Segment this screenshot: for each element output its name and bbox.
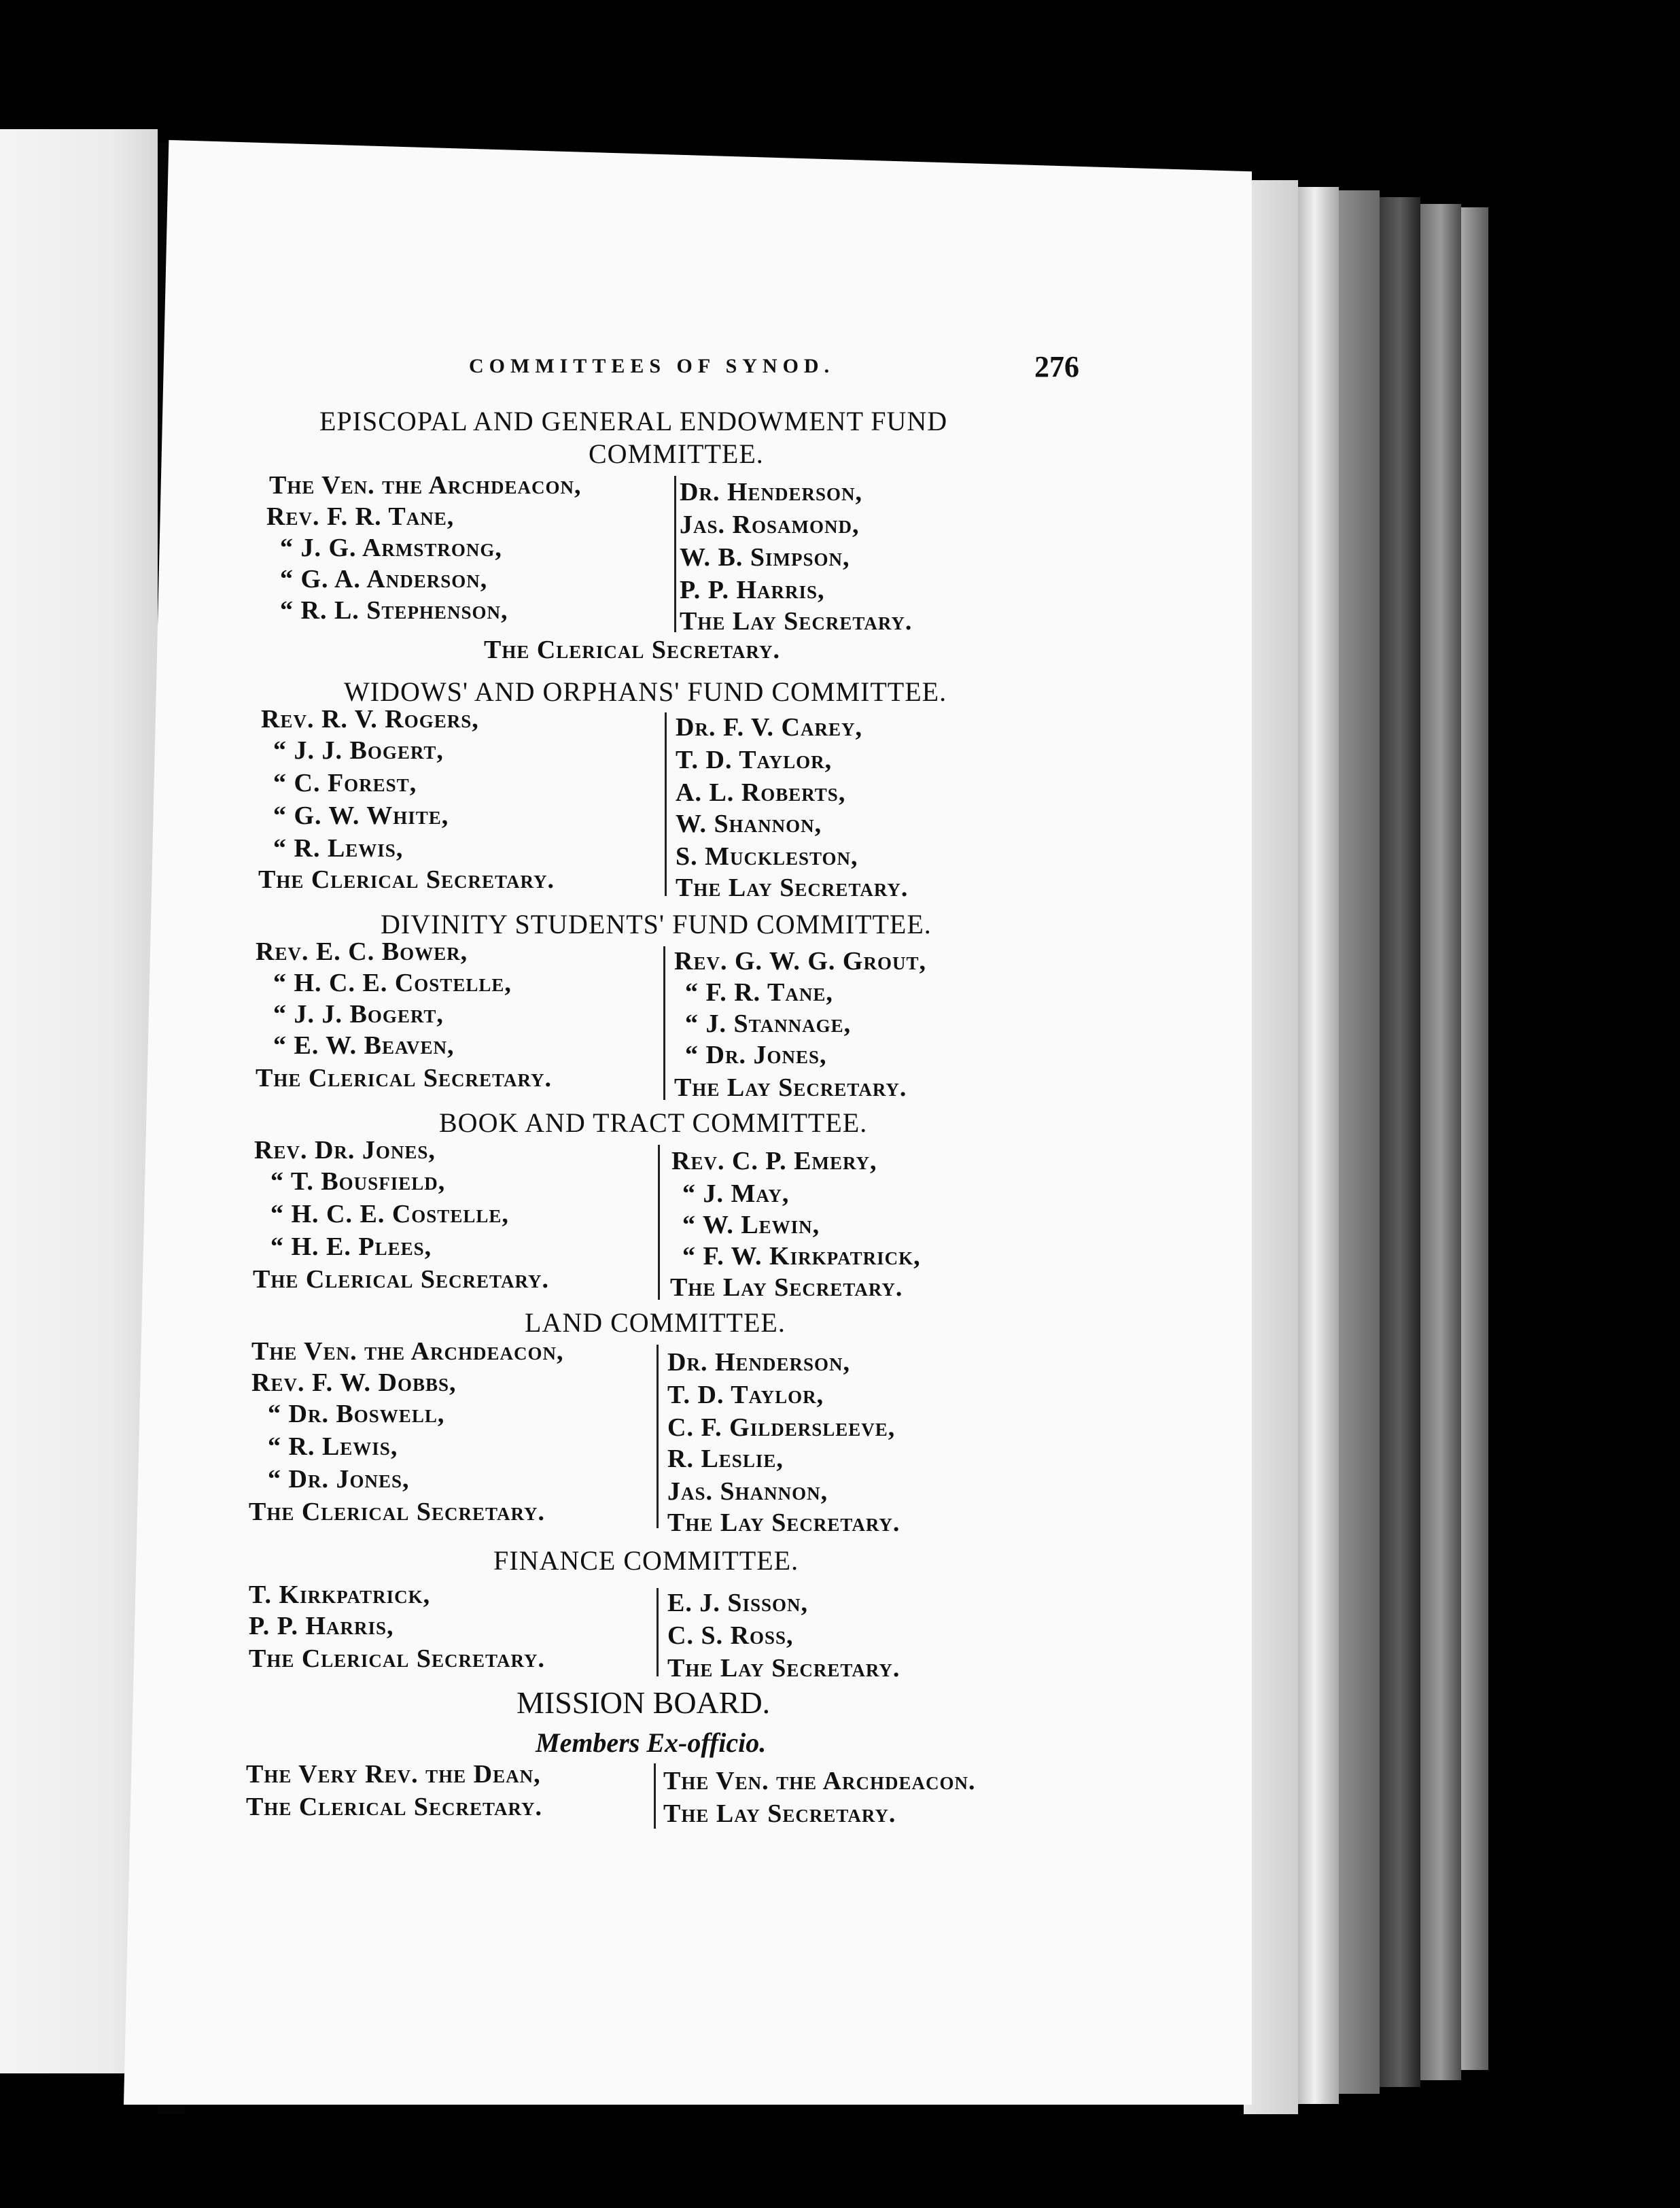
- page-number: 276: [1034, 350, 1079, 383]
- section-title-continued: COMMITTEE.: [589, 438, 764, 469]
- member-left: The Ven. the Archdeacon,: [269, 471, 582, 500]
- member-left: “ H. C. E. Costelle,: [273, 969, 512, 997]
- member-left: P. P. Harris,: [249, 1612, 394, 1640]
- section-title: WIDOWS' AND ORPHANS' FUND COMMITTEE.: [344, 676, 947, 707]
- member-left: “ R. Lewis,: [273, 834, 404, 863]
- member-right: Dr. F. V. Carey,: [676, 713, 862, 742]
- section-title: LAND COMMITTEE.: [525, 1307, 786, 1338]
- member-right: Dr. Henderson,: [667, 1348, 851, 1377]
- member-left: “ Dr. Boswell,: [268, 1400, 445, 1428]
- member-left: Rev. F. W. Dobbs,: [251, 1368, 457, 1397]
- member-right: Jas. Rosamond,: [680, 511, 860, 539]
- member-left: “ E. W. Beaven,: [273, 1031, 455, 1060]
- member-right: A. L. Roberts,: [676, 778, 846, 807]
- member-right: T. D. Taylor,: [676, 746, 833, 774]
- member-right: “ W. Lewin,: [682, 1211, 820, 1239]
- member-right: W. B. Simpson,: [680, 543, 850, 572]
- member-left: The Clerical Secretary.: [256, 1064, 553, 1092]
- member-right: The Lay Secretary.: [670, 1273, 903, 1302]
- page-edge: [1298, 187, 1339, 2104]
- member-left: The Very Rev. the Dean,: [246, 1760, 541, 1789]
- member-right: “ J. May,: [682, 1179, 790, 1208]
- page-edge: [1420, 204, 1461, 2080]
- member-left: Rev. E. C. Bower,: [256, 937, 468, 966]
- member-right: The Lay Secretary.: [667, 1508, 900, 1537]
- member-left: “ R. Lewis,: [268, 1432, 398, 1461]
- member-right: The Ven. the Archdeacon.: [663, 1767, 976, 1795]
- section-title: BOOK AND TRACT COMMITTEE.: [439, 1107, 868, 1138]
- member-left: The Ven. the Archdeacon,: [251, 1337, 564, 1366]
- member-right: W. Shannon,: [676, 810, 822, 838]
- column-divider: [657, 1345, 659, 1528]
- member-left: “ C. Forest,: [273, 769, 417, 797]
- page-edge: [1380, 197, 1420, 2087]
- column-divider: [658, 1145, 660, 1300]
- member-right: Rev. C. P. Emery,: [671, 1147, 877, 1175]
- member-right: The Lay Secretary.: [676, 874, 909, 902]
- member-right: The Lay Secretary.: [674, 1073, 907, 1102]
- member-left: “ G. A. Anderson,: [280, 565, 488, 593]
- member-left: Rev. Dr. Jones,: [254, 1136, 436, 1165]
- member-left: Rev. R. V. Rogers,: [261, 705, 479, 734]
- running-head: COMMITTEES OF SYNOD.: [469, 355, 835, 377]
- member-right: “ Dr. Jones,: [685, 1041, 827, 1069]
- member-left: “ T. Bousfield,: [270, 1167, 446, 1196]
- section-title: FINANCE COMMITTEE.: [493, 1545, 799, 1576]
- section-subtitle: Members Ex-officio.: [536, 1727, 767, 1758]
- member-right: E. J. Sisson,: [667, 1589, 809, 1617]
- member-left: T. Kirkpatrick,: [249, 1581, 431, 1609]
- member-right: Dr. Henderson,: [680, 478, 863, 506]
- member-right: T. D. Taylor,: [667, 1381, 824, 1409]
- member-left: “ G. W. White,: [273, 801, 449, 830]
- member-left: The Clerical Secretary.: [253, 1265, 550, 1294]
- member-right: “ F. W. Kirkpatrick,: [682, 1242, 921, 1271]
- page-edge: [1461, 207, 1488, 2070]
- member-left: “ J. G. Armstrong,: [280, 534, 502, 562]
- member-right: C. F. Gildersleeve,: [667, 1413, 896, 1442]
- member-right: C. S. Ross,: [667, 1621, 794, 1650]
- section-title: MISSION BOARD.: [517, 1685, 771, 1720]
- member-left: The Clerical Secretary.: [246, 1793, 543, 1821]
- member-right: R. Leslie,: [667, 1445, 784, 1473]
- column-divider: [654, 1763, 656, 1829]
- section-title: DIVINITY STUDENTS' FUND COMMITTEE.: [381, 909, 932, 939]
- member-right: P. P. Harris,: [680, 576, 825, 604]
- page-edge: [1339, 190, 1380, 2094]
- member-left: “ R. L. Stephenson,: [280, 596, 508, 625]
- member-right: The Lay Secretary.: [663, 1799, 896, 1828]
- member-left: “ J. J. Bogert,: [273, 736, 444, 765]
- column-divider: [674, 476, 676, 632]
- column-divider: [657, 1588, 659, 1676]
- member-left: The Clerical Secretary.: [249, 1498, 546, 1526]
- column-divider: [665, 712, 667, 896]
- member-right: “ F. R. Tane,: [685, 978, 833, 1007]
- member-right: The Lay Secretary.: [667, 1654, 900, 1683]
- member-left: “ Dr. Jones,: [268, 1465, 410, 1494]
- member-right: Jas. Shannon,: [667, 1477, 828, 1506]
- section-title: EPISCOPAL AND GENERAL ENDOWMENT FUND: [319, 406, 948, 436]
- member-right: “ J. Stannage,: [685, 1010, 852, 1038]
- column-divider: [663, 946, 665, 1100]
- member-right: S. Muckleston,: [676, 842, 858, 871]
- member-right: Rev. G. W. G. Grout,: [674, 947, 926, 976]
- member-left: The Clerical Secretary.: [249, 1644, 546, 1673]
- member-left: “ J. J. Bogert,: [273, 1000, 444, 1029]
- member-center: The Clerical Secretary.: [484, 636, 781, 664]
- member-left: The Clerical Secretary.: [258, 865, 555, 894]
- page-edge: [1244, 180, 1298, 2114]
- member-right: The Lay Secretary.: [680, 607, 913, 636]
- member-left: “ H. C. E. Costelle,: [270, 1200, 509, 1228]
- member-left: “ H. E. Plees,: [270, 1232, 432, 1261]
- member-left: Rev. F. R. Tane,: [266, 502, 455, 531]
